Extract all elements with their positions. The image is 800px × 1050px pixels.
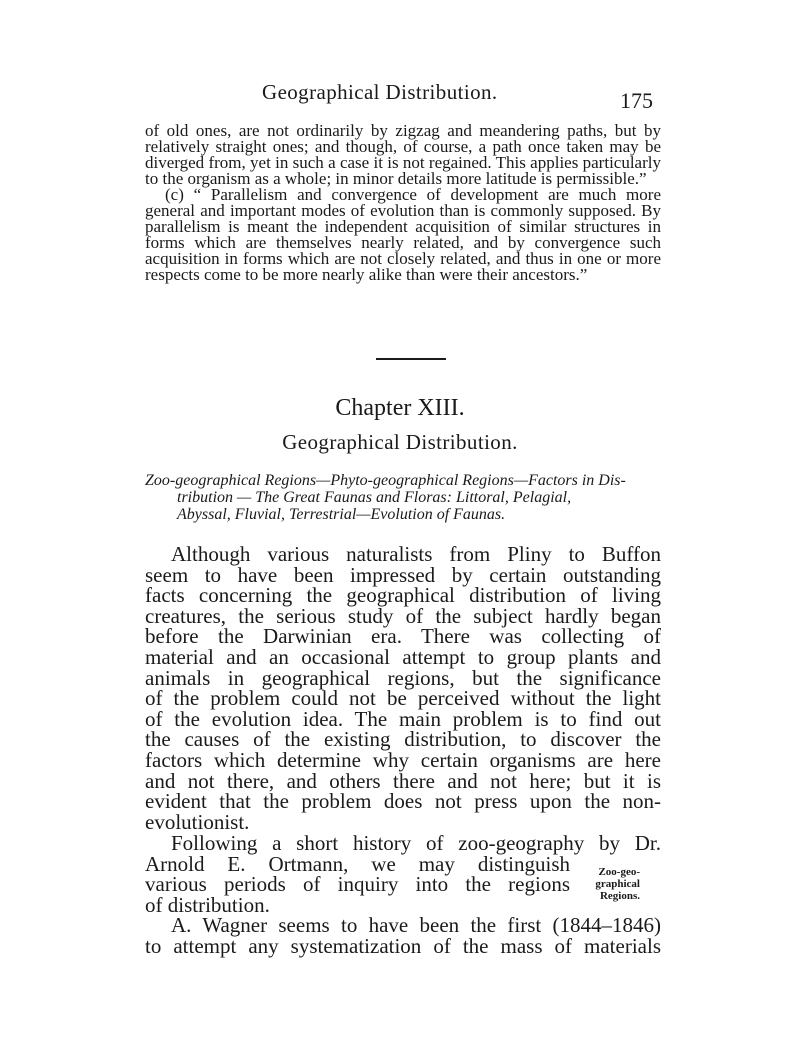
text-line: and not there, and others there and not here; but it is [145,768,661,793]
text-line: before the Darwinian era. There was collecting of [145,624,661,649]
running-head: Geographical Distribution. [262,80,498,104]
text-line: animals in geographical regions, but the significance [145,665,661,690]
text-line: the causes of the existing distribution, to discover the [145,727,661,752]
margin-note-line: Zoo-geo- [598,866,640,878]
chapter-synopsis [145,472,661,523]
chapter-number: Chapter XIII. [335,395,465,421]
synopsis-line: Abyssal, Fluvial, Terrestrial—Evolution of Faunas. [177,506,506,523]
synopsis-line: tribution — The Great Faunas and Floras: Littoral, Pelagial, [177,489,572,506]
quote-continuation: of old ones, are not ordinarily by zigzag and meandering paths, but by relatively straight ones; and though, of course, a path once taken may be diverged from, yet in such a case it is not regained. This applies particularly to the organism as a whole; in minor details more latitude is permissible.” [145,121,661,188]
text-line: facts concerning the geographical distribution of living [145,583,661,608]
page-number: 175 [620,88,653,113]
text-line: creatures, the serious study of the subject hardly began [145,603,661,628]
chapter-title: Geographical Distribution. [282,430,518,454]
text-line: to attempt any systematization of the mass of materials [145,933,661,958]
text-line: various periods of inquiry into the regions [145,872,570,897]
margin-note [580,866,640,902]
section-divider [376,358,446,360]
quote-block [145,123,661,283]
text-line: material and an occasional attempt to group plants and [145,644,661,669]
text-line: A. Wagner seems to have been the first (1844–1846) [171,913,661,937]
text-line: seem to have been impressed by certain outstanding [145,562,661,587]
margin-note-line: Regions. [599,890,640,902]
paragraph-1 [145,544,661,832]
text-line: of distribution. [145,892,270,917]
text-line: Although various naturalists from Pliny to Buffon [171,542,661,566]
synopsis-line: Zoo-geographical Regions—Phyto-geographical Regions—Factors in Dis- [145,472,626,489]
text-line: of the evolution idea. The main problem is to find out [145,706,661,731]
quote-point-c: (c) “ Parallelism and convergence of development are much more general and important modes of evolution than is commonly supposed. By parallelism is meant the independent acquisition of similar structures in forms which are themselves nearly related, and by convergence such acquisition in forms which are not closely related, and thus in one or more respects come to be more nearly alike than were their ancestors.” [145,185,661,284]
text-line: of the problem could not be perceived without the light [145,686,661,711]
margin-note-line: graphical [595,878,640,890]
text-line: evident that the problem does not press upon the non- [145,789,661,814]
paragraph-3 [145,915,661,956]
text-line: Following a short history of zoo-geography by Dr. [171,831,661,855]
text-line: factors which determine why certain organisms are here [145,747,661,772]
text-line: evolutionist. [145,809,250,834]
text-line: Arnold E. Ortmann, we may distinguish [145,851,570,876]
